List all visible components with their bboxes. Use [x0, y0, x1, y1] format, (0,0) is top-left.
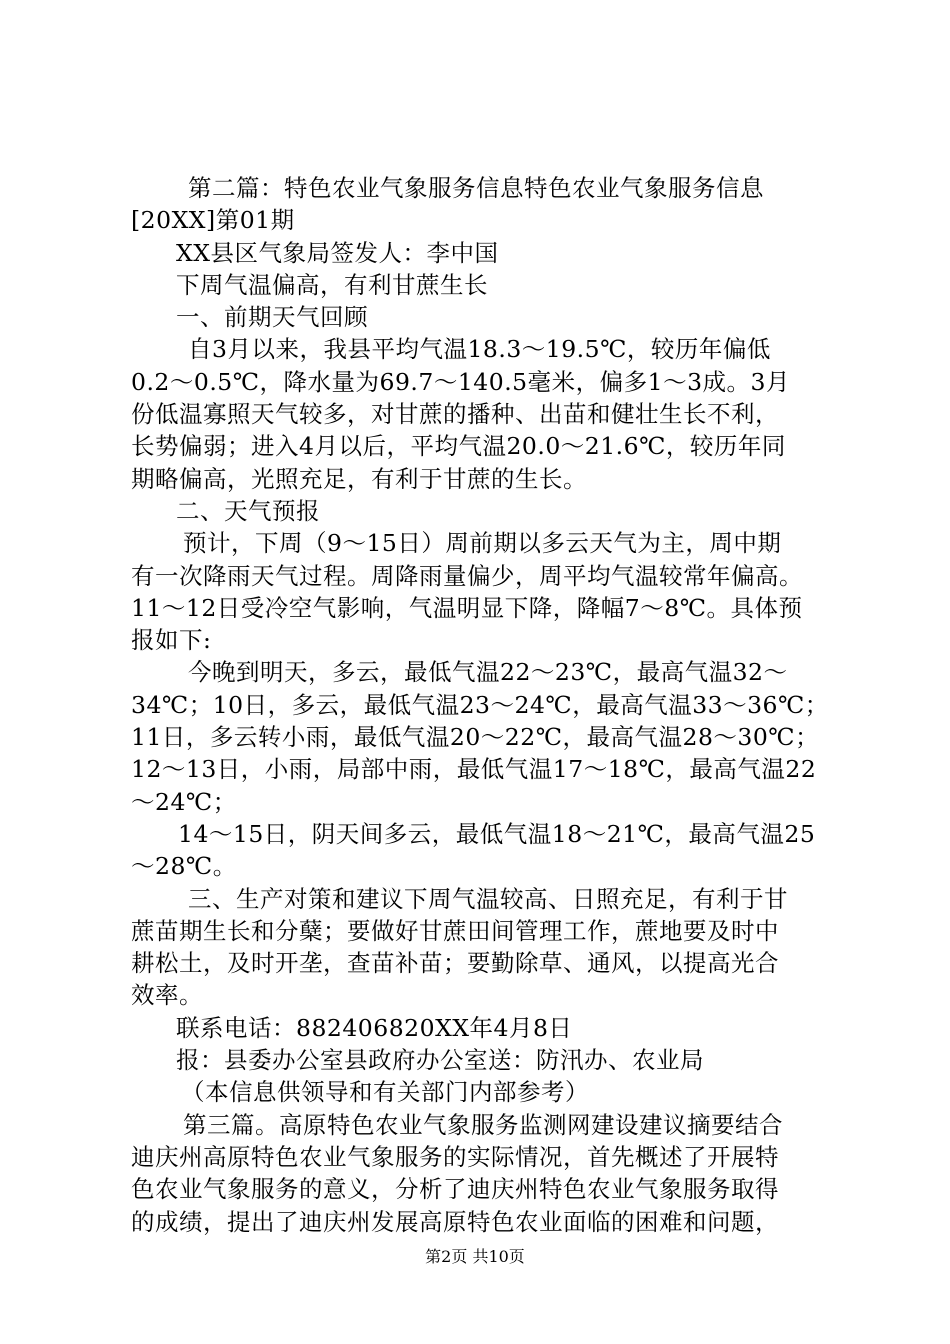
- document-body: [131, 172, 831, 1238]
- text-line: [20XX]第01期: [131, 206, 295, 235]
- page-footer: [0, 1244, 950, 1267]
- text-line: 今晚到明天，多云，最低气温22～23℃，最高气温32～: [188, 658, 788, 687]
- text-line: 联系电话：882406820XX年4月8日: [176, 1013, 573, 1042]
- text-line: XX县区气象局签发人：李中国: [176, 238, 499, 267]
- text-line: 色农业气象服务的意义，分析了迪庆州特色农业气象服务取得: [131, 1175, 779, 1204]
- page-number: 第2页 共10页: [425, 1247, 525, 1266]
- text-line: 11～12日受冷空气影响，气温明显下降，降幅7～8℃。具体预: [131, 593, 803, 622]
- text-line: 的成绩，提出了迪庆州发展高原特色农业面临的困难和问题，: [131, 1207, 779, 1236]
- text-line: 耕松土，及时开垄，查苗补苗；要勤除草、通风，以提高光合: [131, 949, 779, 978]
- text-line: 长势偏弱；进入4月以后，平均气温20.0～21.6℃，较历年同: [131, 432, 786, 461]
- text-line: 34℃；10日，多云，最低气温23～24℃，最高气温33～36℃；: [131, 690, 829, 719]
- text-line: 第二篇：特色农业气象服务信息特色农业气象服务信息: [188, 174, 764, 202]
- text-line: 下周气温偏高，有利甘蔗生长: [176, 270, 488, 299]
- text-line: 蔗苗期生长和分蘖；要做好甘蔗田间管理工作，蔗地要及时中: [131, 916, 779, 945]
- text-line: 12～13日，小雨，局部中雨，最低气温17～18℃，最高气温22: [131, 755, 817, 784]
- text-line: 有一次降雨天气过程。周降雨量偏少，周平均气温较常年偏高。: [131, 561, 803, 590]
- text-line: 11日，多云转小雨，最低气温20～22℃，最高气温28～30℃；: [131, 723, 820, 752]
- text-line: 报：县委办公室县政府办公室送：防汛办、农业局: [176, 1046, 704, 1075]
- text-line: 报如下:: [131, 626, 212, 655]
- text-line: 三、生产对策和建议下周气温较高、日照充足，有利于甘: [188, 884, 788, 913]
- text-line: 14～15日，阴天间多云，最低气温18～21℃，最高气温25: [178, 819, 816, 848]
- text-line: 自3月以来，我县平均气温18.3～19.5℃，较历年偏低: [188, 335, 771, 364]
- text-line: 第三篇。高原特色农业气象服务监测网建设建议摘要结合: [183, 1110, 783, 1139]
- text-line: 份低温寡照天气较多，对甘蔗的播种、出苗和健壮生长不利，: [131, 400, 779, 429]
- text-line: 一、前期天气回顾: [176, 303, 368, 332]
- text-line: ～24℃；: [131, 787, 237, 816]
- text-line: 二、天气预报: [176, 496, 320, 525]
- text-line: 效率。: [131, 981, 203, 1010]
- text-line: 0.2～0.5℃，降水量为69.7～140.5毫米，偏多1～3成。3月: [131, 367, 790, 396]
- text-line: （本信息供领导和有关部门内部参考）: [181, 1078, 589, 1107]
- text-line: 期略偏高，光照充足，有利于甘蔗的生长。: [131, 464, 587, 493]
- text-line: ～28℃。: [131, 852, 237, 881]
- text-line: 预计，下周（9～15日）周前期以多云天气为主，周中期: [183, 529, 782, 558]
- text-line: 迪庆州高原特色农业气象服务的实际情况，首先概述了开展特: [131, 1142, 779, 1171]
